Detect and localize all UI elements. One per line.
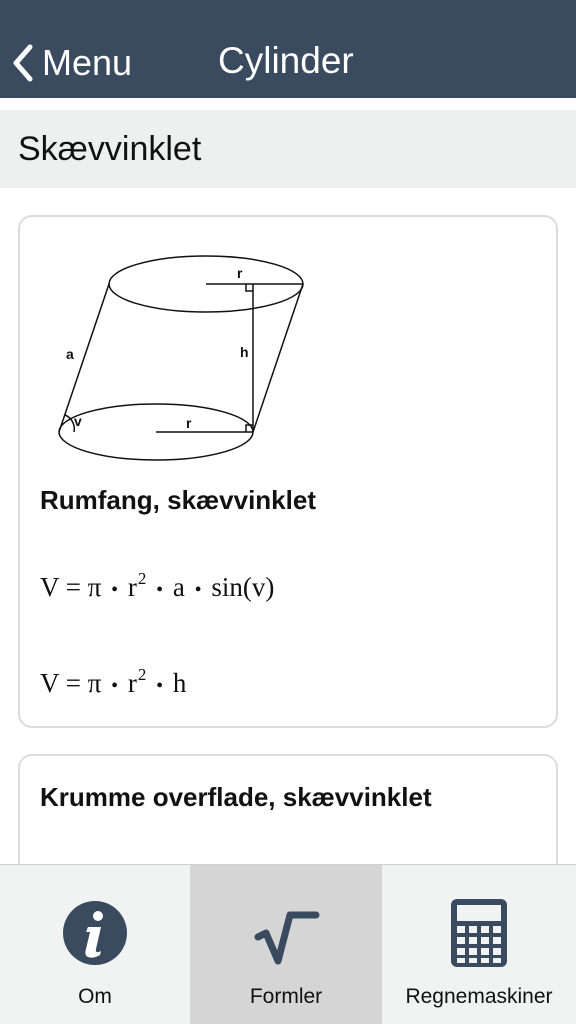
back-button[interactable] xyxy=(10,38,132,88)
label-a: a xyxy=(66,346,74,362)
oblique-cylinder-diagram xyxy=(34,247,304,467)
volume-formula-slant xyxy=(40,569,274,603)
section-title: Skævvinklet xyxy=(18,129,202,168)
page-title: Cylinder xyxy=(218,40,354,81)
curved-surface-heading: Krumme overflade, skævvinklet xyxy=(40,782,432,812)
formula-sin: sin(v) xyxy=(211,572,275,602)
label-bottom-r: r xyxy=(186,415,192,431)
section-header xyxy=(0,110,576,188)
formula-v: V xyxy=(40,572,60,602)
volume-card xyxy=(18,215,558,728)
square-root-icon xyxy=(252,897,320,969)
formula-v: V xyxy=(40,668,60,698)
chevron-left-icon xyxy=(10,43,36,83)
tab-regnemaskiner-label: Regnemaskiner xyxy=(405,985,553,1008)
tab-formler-label: Formler xyxy=(249,985,323,1008)
formula-dot: • xyxy=(111,675,119,697)
formula-h: h xyxy=(172,668,187,698)
formula-equals: = xyxy=(65,572,81,602)
formula-exponent: 2 xyxy=(137,665,147,684)
formula-pi: π xyxy=(87,668,102,698)
volume-formula-height xyxy=(40,665,186,699)
formula-pi: π xyxy=(87,572,102,602)
formula-dot: • xyxy=(156,579,164,601)
label-top-r: r xyxy=(237,265,243,281)
right-angle-marker-top xyxy=(246,284,253,291)
formula-dot: • xyxy=(111,579,119,601)
formula-dot: • xyxy=(156,675,164,697)
back-button-label: Menu xyxy=(42,42,133,83)
label-v: v xyxy=(74,413,82,429)
right-slant-line xyxy=(253,284,303,432)
formula-dot: • xyxy=(194,579,202,601)
volume-heading: Rumfang, skævvinklet xyxy=(40,485,316,515)
tab-regnemaskiner[interactable] xyxy=(382,865,576,1024)
tab-bar xyxy=(0,864,576,1024)
formula-equals: = xyxy=(65,668,81,698)
tab-om[interactable] xyxy=(0,865,190,1024)
navigation-bar xyxy=(0,0,576,98)
formula-exponent: 2 xyxy=(137,569,147,588)
tab-om-label: Om xyxy=(78,985,112,1008)
info-icon xyxy=(61,897,129,969)
calculator-icon xyxy=(445,897,513,969)
formula-a: a xyxy=(172,572,185,602)
formula-r: r xyxy=(127,572,137,602)
tab-formler[interactable] xyxy=(190,865,382,1024)
label-h: h xyxy=(240,344,249,360)
formula-r: r xyxy=(127,668,137,698)
